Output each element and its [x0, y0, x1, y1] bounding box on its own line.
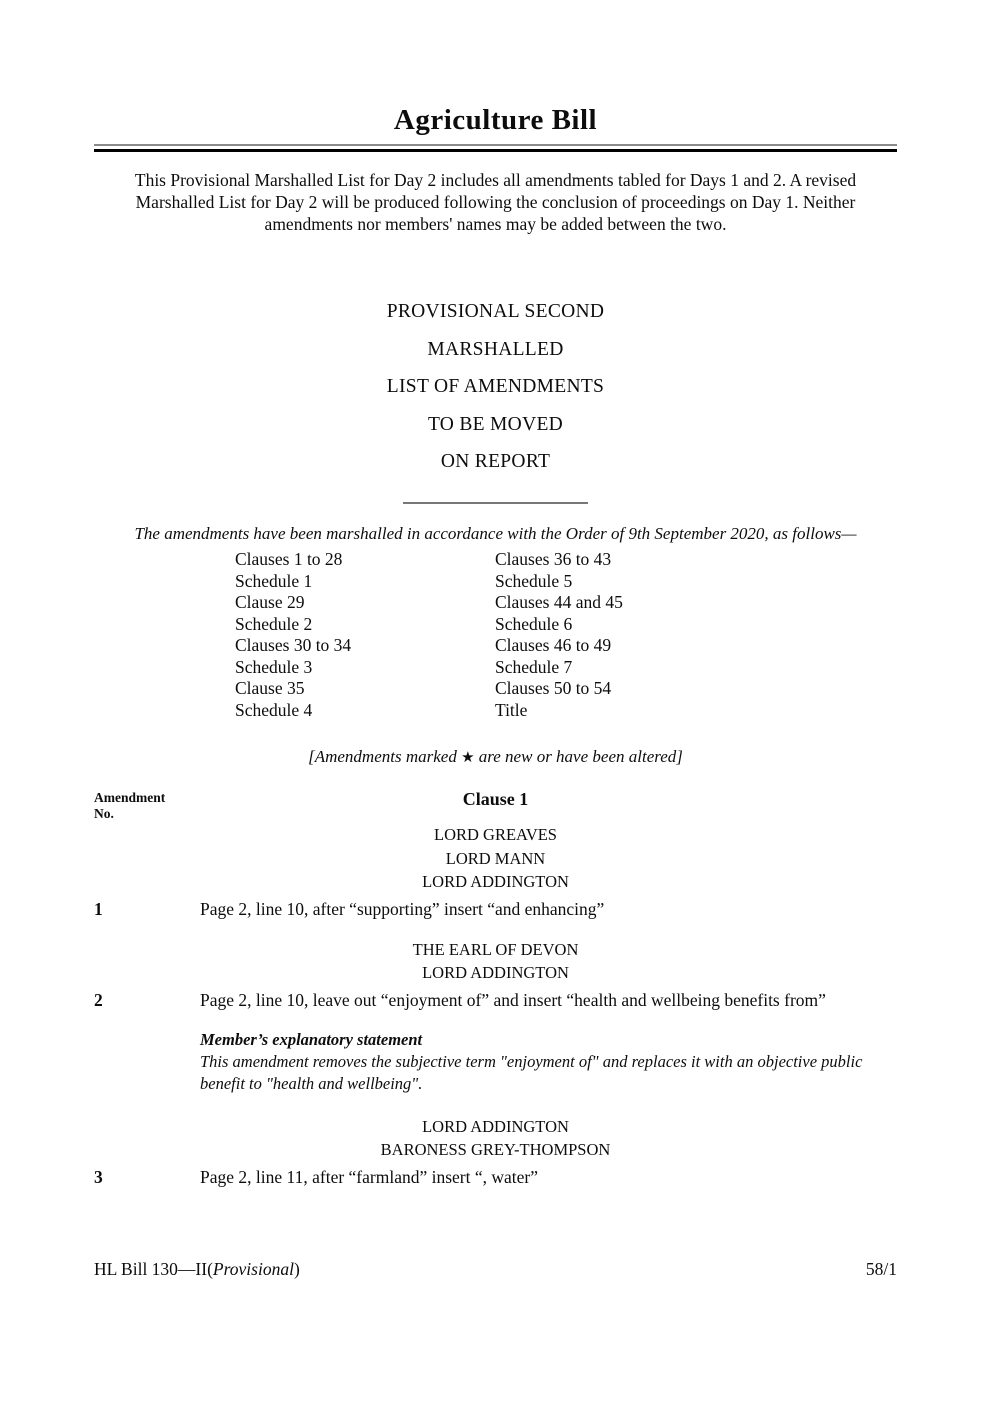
- amendment-number: 1: [94, 898, 103, 919]
- amendment-text: Page 2, line 10, leave out “enjoyment of” and insert “health and wellbeing benefits from”: [200, 989, 826, 1010]
- order-item: Schedule 6: [495, 613, 573, 634]
- order-item: Schedule 7: [495, 656, 573, 677]
- bill-reference-suffix: ): [293, 1259, 300, 1279]
- order-item: Clauses 30 to 34: [235, 635, 352, 655]
- marshal-note: The amendments have been marshalled in accordance with the Order of 9th September 2020, as follows—: [134, 524, 857, 543]
- amendment-no-column-label: [94, 790, 165, 822]
- bill-reference-prefix: HL Bill 130—II(: [94, 1259, 213, 1279]
- sponsor-list: [94, 823, 897, 894]
- order-item: Clauses 46 to 49: [495, 635, 612, 655]
- order-item: Schedule 3: [235, 656, 313, 677]
- order-item: Clauses 1 to 28: [235, 549, 343, 569]
- star-icon: ★: [461, 750, 475, 766]
- amendment-row: [94, 988, 897, 1012]
- explanatory-statement: [200, 1029, 897, 1095]
- order-item: Clause 35: [235, 678, 305, 698]
- sponsor-name: THE EARL OF DEVON: [412, 939, 579, 959]
- order-item: Schedule 1: [235, 570, 313, 591]
- amendment-row: [94, 1165, 897, 1189]
- marshalling-order: [94, 549, 897, 721]
- bill-reference-provisional: Provisional: [212, 1259, 294, 1279]
- sponsor-name: LORD ADDINGTON: [422, 1116, 569, 1136]
- list-headings: [94, 301, 897, 472]
- order-item: Clause 29: [235, 592, 305, 612]
- amendment-number: 2: [94, 989, 103, 1010]
- heading-line: MARSHALLED: [427, 338, 564, 360]
- title-rule: [94, 144, 897, 152]
- sponsor-name: LORD ADDINGTON: [422, 872, 569, 891]
- clause-header: [94, 787, 897, 821]
- star-note: [94, 746, 897, 769]
- order-item: Title: [495, 699, 528, 720]
- heading-line: PROVISIONAL SECOND: [386, 301, 605, 322]
- section-divider: [403, 502, 588, 504]
- marshalling-order-right-column: [495, 549, 623, 721]
- sheet-number: 58/1: [865, 1259, 897, 1279]
- marshalling-order-left-column: [235, 549, 495, 721]
- sponsor-name: LORD ADDINGTON: [422, 963, 569, 982]
- bill-reference: [94, 1258, 300, 1280]
- heading-line: LIST OF AMENDMENTS: [386, 376, 605, 397]
- amendment-text: Page 2, line 10, after “supporting” insert “and enhancing”: [200, 898, 605, 919]
- heading-line: TO BE MOVED: [427, 413, 564, 435]
- sponsor-name: LORD MANN: [445, 848, 546, 868]
- sponsor-name: BARONESS GREY-THOMPSON: [380, 1140, 611, 1159]
- intro-paragraph: This Provisional Marshalled List for Day 2 includes all amendments tabled for Days 1 and 2. A revised Marshalled List for Day 2 will be produced following the conclusion of proceedings on Day 1. Neither amendments nor members' names may be added between the two.: [134, 170, 857, 234]
- heading-line: ON REPORT: [440, 451, 551, 472]
- star-note-suffix: are new or have been altered]: [474, 747, 683, 766]
- order-item: Schedule 4: [235, 699, 313, 720]
- order-item: Schedule 2: [235, 613, 313, 634]
- page-footer: [94, 1258, 897, 1280]
- amendment-text: Page 2, line 11, after “farmland” insert “, water”: [200, 1166, 539, 1187]
- explanatory-statement-text: This amendment removes the subjective term "enjoyment of" and replaces it with an objective public benefit to "health and wellbeing".: [200, 1051, 863, 1093]
- amendment-label-line: Amendment: [94, 790, 166, 805]
- order-item: Clauses 44 and 45: [495, 592, 623, 612]
- amendment-row: [94, 897, 897, 921]
- sponsor-list: [94, 1115, 897, 1162]
- clause-title: Clause 1: [462, 789, 529, 809]
- sponsor-list: [94, 938, 897, 985]
- star-note-prefix: [Amendments marked: [308, 747, 462, 766]
- amendment-number: 3: [94, 1166, 103, 1187]
- page-title: Agriculture Bill: [393, 104, 598, 136]
- order-item: Clauses 50 to 54: [495, 678, 612, 698]
- order-item: Schedule 5: [495, 570, 573, 591]
- explanatory-statement-label: Member’s explanatory statement: [200, 1029, 423, 1049]
- order-item: Clauses 36 to 43: [495, 549, 612, 569]
- sponsor-name: LORD GREAVES: [433, 825, 557, 844]
- amendment-label-line: No.: [94, 806, 114, 821]
